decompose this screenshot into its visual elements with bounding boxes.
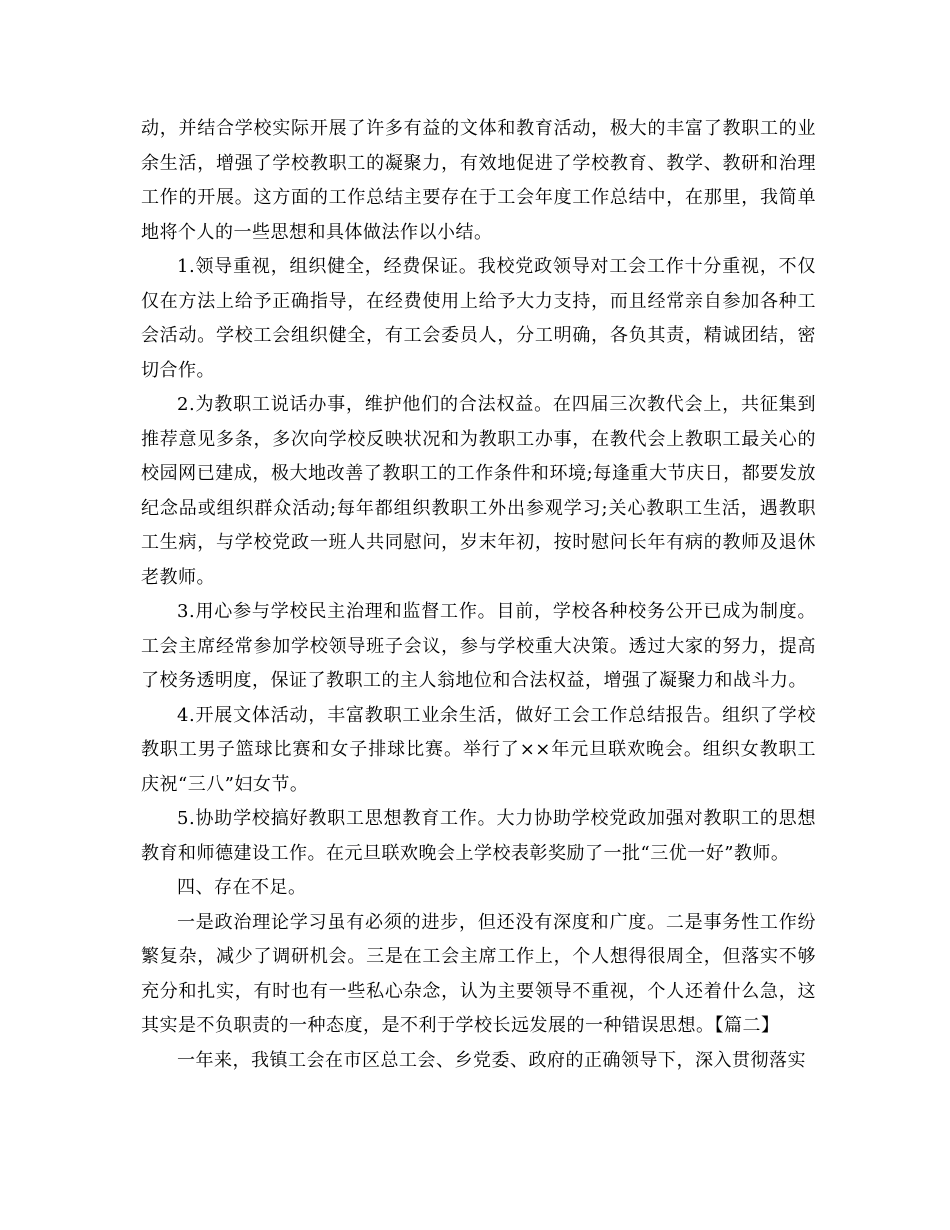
paragraph-item-1: 1.领导重视，组织健全，经费保证。我校党政领导对工会工作十分重视，不仅仅在方法上给予正确指导，在经费使用上给予大力支持，而且经常亲自参加各种工会活动。学校工会组织健全，有工会委员人，分工明确，各负其责，精诚团结，密切合作。 (141, 256, 816, 381)
paragraph-part-two: 一年来，我镇工会在市区总工会、乡党委、政府的正确领导下，深入贯彻落实 (177, 1049, 806, 1071)
paragraph-item-5: 5.协助学校搞好教职工思想教育工作。大力协助学校党政加强对教职工的思想教育和师德建设工作。在元旦联欢晚会上学校表彰奖励了一批“三优一好”教师。 (141, 808, 816, 864)
paragraph-item-3: 3.用心参与学校民主治理和监督工作。目前，学校各种校务公开已成为制度。工会主席经常参加学校领导班子会议，参与学校重大决策。透过大家的努力，提高了校务透明度，保证了教职工的主人翁地位和合法权益，增强了凝聚力和战斗力。 (141, 601, 816, 691)
document-body (141, 112, 816, 1078)
section-heading: 四、存在不足。 (177, 877, 307, 898)
paragraph-shortcomings: 一是政治理论学习虽有必须的进步，但还没有深度和广度。二是事务性工作纷繁复杂，减少了调研机会。三是在工会主席工作上，个人想得很周全，但落实不够充分和扎实，有时也有一些私心杂念，认为主要领导不重视，个人还着什么急，这其实是不负职责的一种态度，是不利于学校长远发展的一种错误思想。【篇二】 (141, 911, 816, 1036)
paragraph-continuation: 动，并结合学校实际开展了许多有益的文体和教育活动，极大的丰富了教职工的业余生活，增强了学校教职工的凝聚力，有效地促进了学校教育、教学、教研和治理工作的开展。这方面的工作总结主要存在于工会年度工作总结中，在那里，我简单地将个人的一些思想和具体做法作以小结。 (141, 118, 816, 243)
paragraph-item-2: 2.为教职工说话办事，维护他们的合法权益。在四届三次教代会上，共征集到推荐意见多条，多次向学校反映状况和为教职工办事，在教代会上教职工最关心的校园网已建成，极大地改善了教职工的工作条件和环境;每逢重大节庆日，都要发放纪念品或组织群众活动;每年都组织教职工外出参观学习;关心教职工生活，遇教职工生病，与学校党政一班人共同慰问，岁末年初，按时慰问长年有病的教师及退休老教师。 (141, 394, 816, 588)
paragraph-item-4: 4.开展文体活动，丰富教职工业余生活，做好工会工作总结报告。组织了学校教职工男子篮球比赛和女子排球比赛。举行了××年元旦联欢晚会。组织女教职工庆祝“三八”妇女节。 (141, 704, 816, 795)
